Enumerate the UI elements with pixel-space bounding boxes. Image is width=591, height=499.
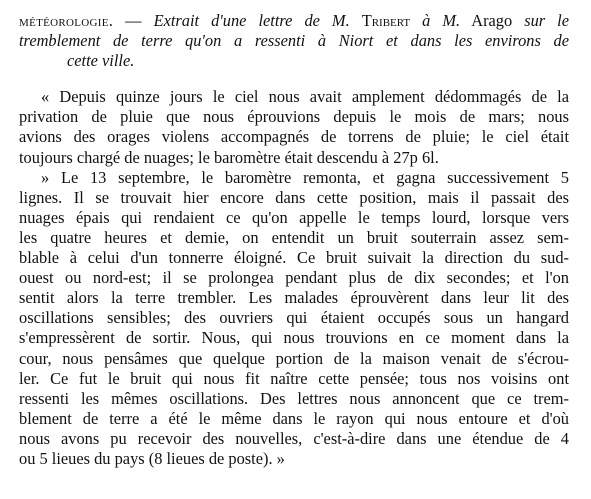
paragraph-line: toujours chargé de nuages; le baromètre était descendu à 27p 6l. [19, 147, 439, 167]
title-part-2: à M. [422, 11, 461, 30]
heading-line-3: cette ville. [67, 51, 135, 71]
recipient-name: Arago [471, 11, 513, 30]
paragraph-line: sentit alors la terre trembler. Les malades éprouvèrent dans leur lit des [19, 288, 569, 308]
paragraph-line: blement de terre a été le même dans le rayon qui nous entoure et d'où [19, 408, 569, 428]
heading-dash: — [113, 11, 154, 30]
paragraph-line: nuages épais qui rendaient ce qu'on appelle le temps lourd, lorsque vers [19, 207, 569, 227]
paragraph-1 [19, 87, 569, 167]
paragraph-line: avions des orages violens accompagnés de torrens de pluie; le ciel était [19, 127, 569, 147]
paragraph-line: nous avons pu recevoir des nouvelles, c'est-à-dire dans une étendue de 4 [19, 428, 569, 448]
title-part-3: sur le [524, 11, 570, 30]
paragraph-line: ou 5 lieues du pays (8 lieues de poste). » [19, 448, 285, 468]
paragraph-line: blable à celui d'un tonnerre éloigné. Ce bruit suivait la direction du sud- [19, 248, 569, 268]
article-heading [19, 10, 569, 70]
paragraph-line: cour, nous pensâmes que quelque portion de la maison venait de s'écrou- [19, 348, 569, 368]
paragraph-line: les quatre heures et demie, on entendit un bruit souterrain assez sem- [19, 227, 569, 247]
heading-line-1 [19, 10, 569, 30]
paragraph-line: ressenti les mêmes oscillations. Des lettres nous annoncent que ce trem- [19, 388, 569, 408]
paragraph-line: » Le 13 septembre, le baromètre remonta, et gagna successivement 5 [41, 167, 569, 187]
heading-line-2: tremblement de terre qu'on a ressenti à Niort et dans les environs de [19, 31, 569, 51]
author-name: Tribert [361, 11, 411, 30]
section-label: météorologie. [19, 11, 114, 30]
paragraph-line: « Depuis quinze jours le ciel nous avait amplement dédommagés de la [41, 87, 569, 107]
paragraph-line: s'empressèrent de sortir. Nous, qui nous trouvions en ce moment dans la [19, 328, 569, 348]
paragraph-2 [19, 168, 569, 469]
paragraph-line: ler. Ce fut le bruit qui nous fit naître cette pensée; tous nos voisins ont [19, 368, 569, 388]
paragraph-line: ouest ou nord-est; il se prolongea pendant plus de dix secondes; et l'on [19, 268, 569, 288]
article-body [19, 87, 569, 469]
title-part-1: Extrait d'une lettre de M. [153, 11, 350, 30]
paragraph-line: oscillations sensibles; des ouvriers qui étaient occupés sous un hangard [19, 308, 569, 328]
paragraph-line: privation de pluie que nous éprouvions depuis le mois de mars; nous [19, 107, 569, 127]
paragraph-line: lignes. Il se trouvait hier encore dans cette position, mais il passait des [19, 187, 569, 207]
